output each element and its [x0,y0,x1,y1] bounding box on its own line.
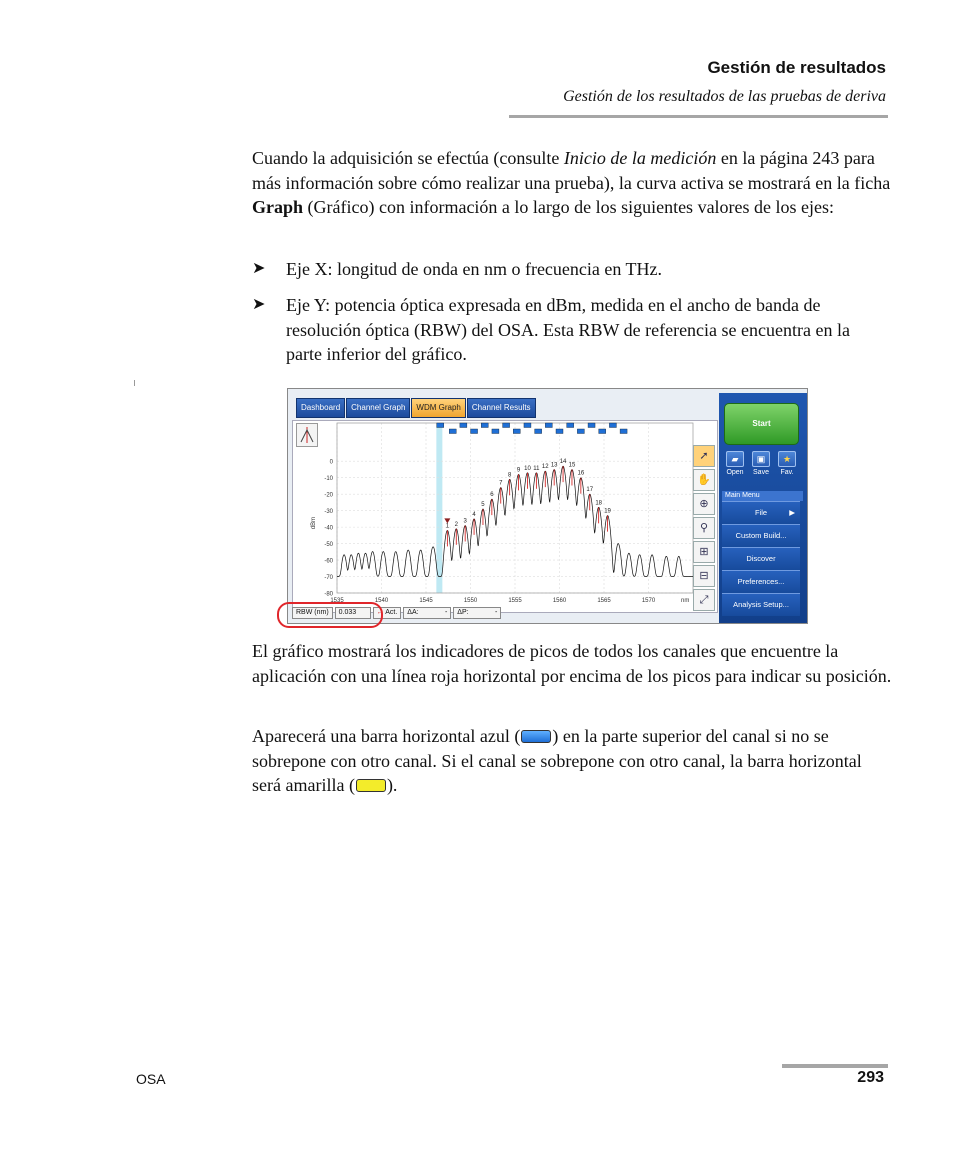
save-icon: ▣ [752,451,770,467]
channel-bar [588,423,595,428]
osa-screenshot [287,388,808,624]
peak-label: 1 [445,523,450,530]
blue-bar-icon [521,730,551,743]
save-button[interactable] [750,451,772,476]
delta-p [453,607,501,619]
peak-label: 11 [533,465,540,472]
pan-hand-icon[interactable]: ✋ [693,469,715,491]
peaks-paragraph: El gráfico mostrará los indicadores de picos de todos los canales que encuentre la aplicación con una línea roja horizontal por encima de los picos para indicar su posición. [252,641,892,686]
graph-area [292,420,718,613]
rbw-value: 0.033 [335,607,371,619]
channel-bar [492,429,499,434]
x-tick-label: 1555 [508,598,522,604]
delta-a-value: - [444,609,448,616]
yellow-bar-icon [356,779,386,792]
tab-channel-results[interactable]: Channel Results [467,398,536,418]
arrow-icon: ↔ [376,609,384,616]
channel-bar [567,423,574,428]
peak-label: 14 [559,459,567,466]
intro-text-3: (Gráfico) con información a lo largo de los siguientes valores de los ejes: [303,197,835,217]
y-axis-label: dBm [311,516,317,530]
tab-wdm-graph[interactable]: WDM Graph [411,398,465,418]
x-tick-label: 1550 [463,598,478,604]
menu-discover[interactable]: Discover [722,547,800,570]
y-tick-label: -30 [324,509,333,516]
channel-bar [535,429,542,434]
menu-file[interactable] [722,501,800,524]
delta-p-value: - [494,609,498,616]
menu-preferences[interactable]: Preferences... [722,570,800,593]
header-rule [509,115,888,118]
channel-bar [460,423,467,428]
peak-label: 9 [516,467,521,474]
x-tick-label: 1540 [374,598,389,604]
channel-bar [524,423,531,428]
peak-label: 18 [595,500,603,507]
fav-label: Fav. [780,469,794,476]
marker-tool-button[interactable] [296,423,318,447]
peak-label: 12 [541,464,549,471]
channel-bar [556,429,563,434]
bars-text-1: Aparecerá una barra horizontal azul ( [252,726,521,746]
act-label: Act. [385,609,398,616]
pointer-icon[interactable]: ➚ [693,445,715,467]
bullet-arrow-icon: ➤ [252,260,266,277]
open-button[interactable] [724,451,746,476]
x-tick-label: 1535 [330,598,344,604]
page-number: 293 [857,1069,884,1086]
x-tick-label: 1560 [552,598,567,604]
channel-bar [599,429,606,434]
peak-label: 3 [463,518,467,525]
favorites-button[interactable] [776,451,798,476]
tab-bar [296,398,537,416]
open-label: Open [726,469,744,476]
zoom-area-icon[interactable]: ⊕ [693,493,715,515]
folder-icon: ▰ [726,451,744,467]
y-tick-label: -20 [324,492,333,499]
x-tick-label: 1565 [597,598,611,604]
bullet-text: Eje X: longitud de onda en nm o frecuencia en THz. [286,259,663,279]
intro-text-2: en la página 243 para más información sobre cómo realizar una prueba), la curva activa se mostrará en la ficha [252,148,891,193]
peak-label: 7 [499,480,503,487]
y-tick-label: 0 [329,459,333,466]
bars-text-3: ). [386,775,398,795]
peak-label: 5 [481,502,485,508]
channel-bar [503,423,510,428]
peak-label: 8 [507,472,512,479]
y-tick-label: -80 [324,591,333,598]
channel-bar [545,423,552,428]
channel-highlight [436,423,442,593]
peak-label: 4 [472,511,476,518]
footer-rule [782,1064,888,1068]
menu-file-label: File [754,508,768,517]
peak-label: 10 [524,465,531,472]
y-tick-label: -40 [324,525,333,532]
zoom-out-icon[interactable]: ⊟ [693,565,715,587]
peak-label: 16 [577,470,585,477]
channel-bar [437,423,444,428]
delta-p-label: ΔP: [457,609,469,616]
intro-link[interactable]: Inicio de la medición [563,148,717,168]
graph-toolbar [693,445,715,613]
peak-label: 15 [568,462,576,469]
menu-analysis-setup[interactable]: Analysis Setup... [722,593,800,616]
running-header-title: Gestión de resultados [707,58,886,77]
bars-text-2: ) en la parte superior del canal si no se sobrepone con otro canal. Si el canal se sobrepone con otro canal, la barra horizontal será amarilla ( [252,726,862,795]
zoom-in-icon[interactable]: ⊞ [693,541,715,563]
channel-bar [449,429,456,434]
running-header-subtitle: Gestión de los resultados de las pruebas de deriva [563,88,886,105]
tab-dashboard[interactable]: Dashboard [296,398,345,418]
margin-mark [134,380,135,386]
channel-bar [609,423,616,428]
y-tick-label: -70 [324,575,333,582]
zoom-icon[interactable]: ⚲ [693,517,715,539]
delta-a-label: ΔA: [407,609,419,616]
peak-label: 6 [490,492,494,499]
full-view-icon[interactable]: ⤢ [693,589,715,611]
intro-bold: Graph [252,197,304,217]
intro-text-1: Cuando la adquisición se efectúa (consulte [252,148,564,168]
intro-paragraph [252,146,892,220]
marker-icon [297,424,317,446]
start-button[interactable]: Start [724,403,799,445]
x-tick-label: 1570 [641,598,656,604]
bullet-text: Eje Y: potencia óptica expresada en dBm, medida en el ancho de banda de resolución óptica (RBW) del OSA. Esta RBW de referencia se encuentra en la parte inferior del gráfico. [286,295,850,364]
channel-bar [481,423,488,428]
bars-paragraph [252,724,892,798]
peak-label: 2 [454,521,458,528]
tab-channel-graph[interactable]: Channel Graph [346,398,410,418]
star-icon: ★ [778,451,796,467]
rbw-label: RBW (nm) [292,607,333,619]
y-tick-label: -50 [324,542,333,549]
main-menu-label: Main Menu [722,491,803,501]
channel-bar [471,429,478,434]
right-panel [719,393,807,623]
save-label: Save [753,469,769,476]
chevron-right-icon: ▶ [789,508,795,517]
x-tick-label: 1545 [419,598,433,604]
wdm-chart[interactable] [293,421,717,612]
peak-label: 17 [586,487,594,494]
peak-label: 13 [550,462,558,469]
x-axis-label: nm [681,598,690,604]
y-tick-label: -10 [324,476,333,483]
peak-label: 19 [604,508,611,515]
rbw-highlight-oval [277,602,383,628]
delta-a [403,607,451,619]
bullet-arrow-icon: ➤ [252,296,266,313]
menu-custom-build[interactable]: Custom Build... [722,524,800,547]
channel-bar [620,429,627,434]
channel-bar [513,429,520,434]
footer-product: OSA [136,1071,166,1087]
y-tick-label: -60 [324,558,333,565]
channel-bar [577,429,584,434]
